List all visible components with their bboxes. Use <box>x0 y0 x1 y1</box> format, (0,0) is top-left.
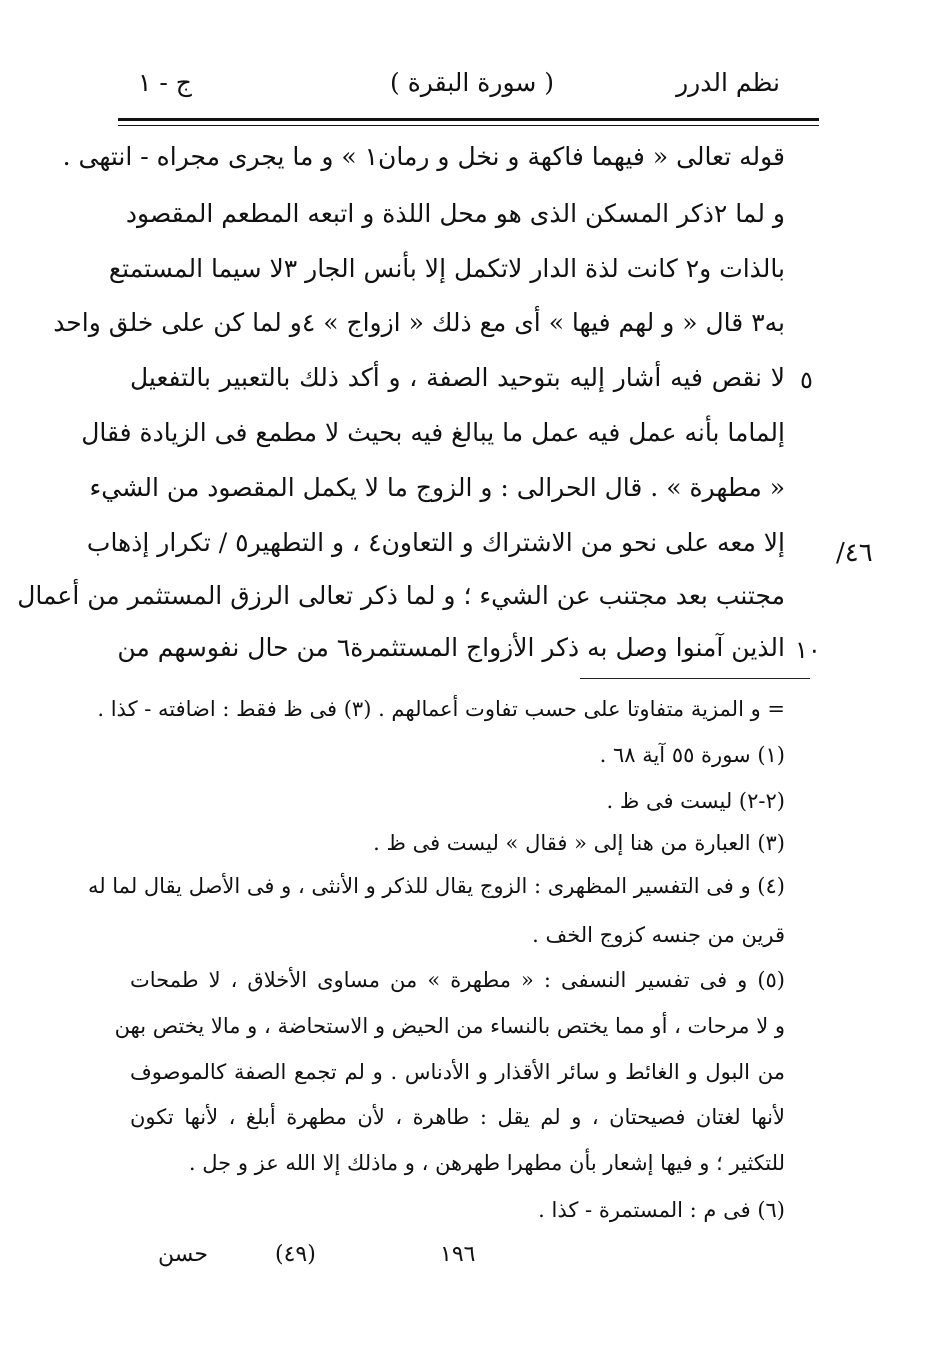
footnote-line: للتكثير ؛ و فيها إشعار بأن مطهرا طهرهن ، و ماذلك إلا الله عز و جل . <box>188 1151 785 1175</box>
body-line: به٣ قال « و لهم فيها » أى مع ذلك « ازواج » ٤و لما كن على خلق واحد <box>53 308 785 337</box>
body-line: و لما ٢ذكر المسكن الذى هو محل اللذة و اتبعه المطعم المقصود <box>125 199 785 228</box>
footnote-line: قرين من جنسه كزوج الخف . <box>532 923 785 947</box>
header-rule-thick <box>118 118 819 121</box>
footnote-line: (٣) العبارة من هنا إلى « فقال » ليست فى ظ . <box>373 831 785 855</box>
sheet-number: (٤٩) <box>275 1242 316 1267</box>
body-line: إلا معه على نحو من الاشتراك و التعاون٤ ، و التطهير٥ / تكرار إذهاب <box>86 528 785 557</box>
header-title: نظم الدرر <box>676 68 780 97</box>
body-line: مجتنب بعد مجتنب عن الشيء ؛ و لما ذكر تعالى الرزق المستثمر من أعمال <box>17 581 785 610</box>
body-line: الذين آمنوا وصل به ذكر الأزواج المستثمرة٦ من حال نفوسهم من <box>117 633 785 662</box>
footnote-line: (٤) و فى التفسير المظهرى : الزوج يقال للذكر و الأنثى ، و فى الأصل يقال لما له <box>87 874 785 898</box>
footnote-line: = و المزية متفاوتا على حسب تفاوت أعمالهم . (٣) فى ظ فقط : اضافته - كذا . <box>97 697 785 721</box>
line-number-10: ١٠ <box>795 636 821 664</box>
header-volume: ج - ١ <box>138 68 192 97</box>
footnote-line: (٥) و فى تفسير النسفى : « مطهرة » من مساوى الأخلاق ، لا طمحات <box>130 968 785 992</box>
header-surah: ( سورة البقرة ) <box>390 68 555 97</box>
body-line: إلماما بأنه عمل فيه عمل ما يبالغ فيه بحيث لا مطمع فى الزيادة فقال <box>81 418 785 447</box>
footnote-line: و لا مرحات ، أو مما يختص بالنساء من الحيض و الاستحاضة ، و مالا يختص بهن <box>114 1014 785 1038</box>
body-line: « مطهرة » . قال الحرالى : و الزوج ما لا يكمل المقصود من الشيء <box>89 473 785 502</box>
signature: حسن <box>158 1242 208 1267</box>
footnote-line: لأنها لغتان فصيحتان ، و لم يقل : طاهرة ، لأن مطهرة أبلغ ، لأنها تكون <box>130 1105 785 1129</box>
body-line: بالذات و٢ كانت لذة الدار لاتكمل إلا بأنس الجار ٣لا سيما المستمتع <box>108 254 785 283</box>
margin-folio-note: ٤٦/ <box>836 538 873 568</box>
page-number: ١٩٦ <box>440 1242 476 1267</box>
footnote-line: من البول و الغائط و سائر الأقذار و الأدناس . و لم تجمع الصفة كالموصوف <box>130 1060 785 1084</box>
footnote-line: (١) سورة ٥٥ آية ٦٨ . <box>599 743 785 767</box>
footnote-line: (٢-٢) ليست فى ظ . <box>606 789 785 813</box>
header-rule-thin <box>118 125 819 126</box>
footnote-separator <box>580 678 810 679</box>
footnote-line: (٦) فى م : المستمرة - كذا . <box>538 1198 785 1222</box>
body-line: قوله تعالى « فيهما فاكهة و نخل و رمان١ » و ما يجرى مجراه - انتهى . <box>62 142 785 171</box>
body-line: لا نقص فيه أشار إليه بتوحيد الصفة ، و أكد ذلك بالتعبير بالتفعيل <box>130 363 785 392</box>
line-number-5: ٥ <box>800 366 813 394</box>
